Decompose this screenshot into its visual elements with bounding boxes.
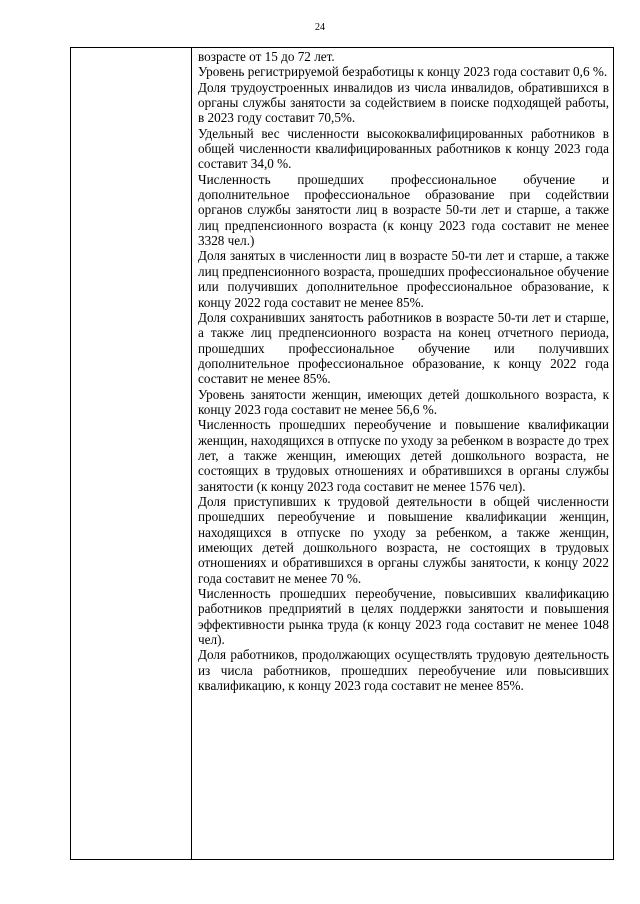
paragraph-enterprise-retraining: Численность прошедших переобучение, повысивших квалификацию работников предприятий в целях поддержки занятости и повышения эффективности рынка труда (к концу 2023 года составит не менее 1048 чел). [198, 586, 609, 648]
left-column-cell [71, 48, 192, 860]
paragraph-women-employment: Уровень занятости женщин, имеющих детей дошкольного возраста, к концу 2023 года составит не менее 56,6 %. [198, 386, 609, 417]
paragraph-retained-employment: Доля сохранивших занятость работников в возрасте 50-ти лет и старше, а также лиц предпенсионного возраста на конец отчетного периода, прошедших профессиональное обучение или получивших дополнительное профессиональное образование, к концу 2022 года составит не менее 85%. [198, 309, 609, 387]
paragraph-disabled-employment: Доля трудоустроенных инвалидов из числа инвалидов, обратившихся в органы службы занятости за содействием в поиске подходящей работы, в 2023 году составит 70,5%. [198, 79, 609, 126]
right-column-cell [192, 48, 614, 860]
paragraph-women-started-work: Доля приступивших к трудовой деятельности в общей численности прошедших переобучение и повышение квалификации женщин, находящихся в отпуске по уходу за ребенком, а также женщин, имеющих детей дошкольного возраста, не состоящих в трудовых отношениях и обратившихся в органы службы занятости, к концу 2022 года составит не менее 70 %. [198, 493, 609, 586]
paragraph-high-skilled-share: Удельный вес численности высококвалифицированных работников в общей численности квалифицированных работников к концу 2023 года составит 34,0 %. [198, 125, 609, 172]
paragraph-women-retraining: Численность прошедших переобучение и повышение квалификации женщин, находящихся в отпуске по уходу за ребенком в возрасте до трех лет, а также женщин, имеющих детей дошкольного возраста, не состоящих в трудовых отношениях и обратившихся в органы службы занятости (к концу 2023 года составит не менее 1576 чел). [198, 417, 609, 494]
document-table [70, 47, 614, 860]
page-number: 24 [315, 22, 325, 33]
table-row [71, 48, 614, 860]
paragraph-age-range: возрасте от 15 до 72 лет. [198, 49, 335, 64]
paragraph-employed-50-plus: Доля занятых в численности лиц в возрасте 50-ти лет и старше, а также лиц предпенсионного возраста, прошедших профессиональное обучение или получивших дополнительное профессиональное образование, к концу 2022 года составит не менее 85%. [198, 248, 609, 310]
paragraph-continuing-workers: Доля работников, продолжающих осуществлять трудовую деятельность из числа работников, прошедших переобучение или повысивших квалификацию, к концу 2023 года составит не менее 85%. [198, 647, 609, 694]
paragraph-unemployment-rate: Уровень регистрируемой безработицы к концу 2023 года составит 0,6 %. [198, 64, 608, 80]
paragraph-training-50-plus: Численность прошедших профессиональное обучение и дополнительное профессиональное образование при содействии органов службы занятости лиц в возрасте 50-ти лет и старше, а также лиц предпенсионного возраста (к концу 2023 года составит не менее 3328 чел.) [198, 171, 609, 249]
